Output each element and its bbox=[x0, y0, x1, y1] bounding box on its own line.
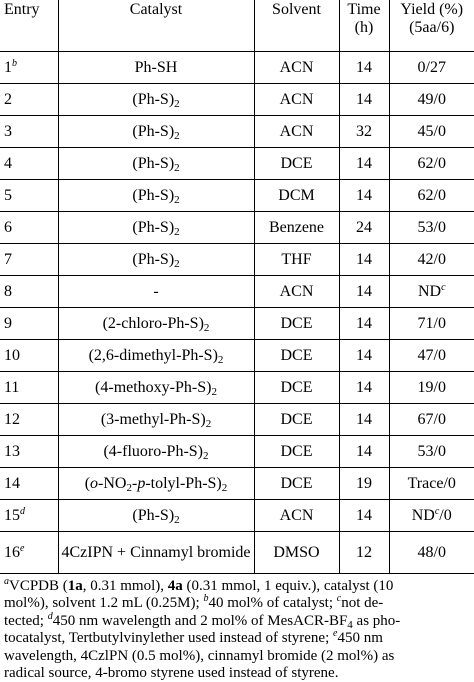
table-row bbox=[0, 212, 474, 244]
cell-entry: 16e bbox=[0, 532, 58, 574]
cell-catalyst: $(Ph-S)_2$ bbox=[58, 180, 254, 212]
cell-time: 14 bbox=[339, 180, 389, 212]
cell-solvent: DCE bbox=[254, 404, 339, 436]
cell-entry: 12 bbox=[0, 404, 58, 436]
cell-entry: 2 bbox=[0, 84, 58, 116]
cell-catalyst: 4CzIPN + Cinnamyl bromide bbox=[58, 532, 254, 574]
cell-catalyst: $(Ph-S)_2$ bbox=[58, 148, 254, 180]
cell-time: 14 bbox=[339, 244, 389, 276]
cell-yield: 53/0 bbox=[389, 212, 474, 244]
cell-entry: 13 bbox=[0, 436, 58, 468]
cell-catalyst: $(4-fluoro-Ph-S)_2$ bbox=[58, 436, 254, 468]
cell-solvent: Benzene bbox=[254, 212, 339, 244]
cell-yield: 62/0 bbox=[389, 148, 474, 180]
cell-yield: 47/0 bbox=[389, 340, 474, 372]
cell-yield: 71/0 bbox=[389, 308, 474, 340]
cell-solvent: DCM bbox=[254, 180, 339, 212]
table-row bbox=[0, 532, 474, 574]
footnote-line: tocatalyst, Tertbutylvinylether used instead of styrene; $^e$450 nm bbox=[4, 628, 383, 647]
cell-solvent: ACN bbox=[254, 276, 339, 308]
cell-solvent: ACN bbox=[254, 500, 339, 532]
table-row bbox=[0, 372, 474, 404]
footnote-line: wavelength, 4CzlPN (0.5 mol%), cinnamyl bromide (2 mol%) as bbox=[4, 647, 395, 664]
cell-time: 32 bbox=[339, 116, 389, 148]
cell-time: 14 bbox=[339, 340, 389, 372]
cell-entry: 3 bbox=[0, 116, 58, 148]
cell-time: 12 bbox=[339, 532, 389, 574]
table-row bbox=[0, 180, 474, 212]
cell-entry: 5 bbox=[0, 180, 58, 212]
cell-yield: 45/0 bbox=[389, 116, 474, 148]
table-row bbox=[0, 148, 474, 180]
cell-solvent: DCE bbox=[254, 372, 339, 404]
cell-time: 14 bbox=[339, 308, 389, 340]
cell-solvent: ACN bbox=[254, 84, 339, 116]
cell-catalyst: $(Ph-S)_2$ bbox=[58, 244, 254, 276]
cell-time: 14 bbox=[339, 404, 389, 436]
table-row bbox=[0, 404, 474, 436]
cell-catalyst: $(Ph-S)_2$ bbox=[58, 212, 254, 244]
cell-yield: 49/0 bbox=[389, 84, 474, 116]
cell-solvent: DCE bbox=[254, 148, 339, 180]
cell-solvent: DMSO bbox=[254, 532, 339, 574]
cell-entry: 8 bbox=[0, 276, 58, 308]
cell-time: 14 bbox=[339, 84, 389, 116]
cell-time: 14 bbox=[339, 148, 389, 180]
cell-time: 24 bbox=[339, 212, 389, 244]
table-row bbox=[0, 116, 474, 148]
cell-time: 14 bbox=[339, 372, 389, 404]
cell-yield: 53/0 bbox=[389, 436, 474, 468]
cell-entry: 1$^b$ bbox=[0, 52, 58, 84]
cell-yield: 19/0 bbox=[389, 372, 474, 404]
cell-entry: 10 bbox=[0, 340, 58, 372]
footnote-line: mol%), solvent 1.2 mL (0.25M); $^b$40 mol% of catalyst; $^c$not de- bbox=[4, 593, 384, 612]
cell-yield: 0/27 bbox=[389, 52, 474, 84]
table-row bbox=[0, 500, 474, 532]
footnote-line: tected; $^d$450 nm wavelength and 2 mol% of MesACR-$BF_4$ as pho- bbox=[4, 610, 401, 631]
cell-catalyst: $(o-NO_2-p-tolyl-Ph-S)_2$ bbox=[58, 468, 254, 500]
cell-solvent: ACN bbox=[254, 116, 339, 148]
cell-entry: 6 bbox=[0, 212, 58, 244]
header-entry: Entry bbox=[0, 0, 58, 52]
table-row bbox=[0, 468, 474, 500]
header-time: Time (h) bbox=[339, 0, 389, 52]
cell-catalyst: $(2,6-dimethyl-Ph-S)_2$ bbox=[58, 340, 254, 372]
cell-catalyst: - bbox=[58, 276, 254, 308]
table-footnotes bbox=[4, 578, 474, 682]
cell-entry: 4 bbox=[0, 148, 58, 180]
cell-entry: 14 bbox=[0, 468, 58, 500]
cell-solvent: DCE bbox=[254, 308, 339, 340]
table-row bbox=[0, 308, 474, 340]
cell-yield: 62/0 bbox=[389, 180, 474, 212]
cell-time: 19 bbox=[339, 468, 389, 500]
table-row bbox=[0, 244, 474, 276]
cell-catalyst: $(Ph-S)_2$ bbox=[58, 84, 254, 116]
cell-catalyst: $(Ph-S)_2$ bbox=[58, 500, 254, 532]
cell-catalyst: Ph-SH bbox=[58, 52, 254, 84]
cell-catalyst: $(3-methyl-Ph-S)_2$ bbox=[58, 404, 254, 436]
cell-entry: 7 bbox=[0, 244, 58, 276]
table-row bbox=[0, 340, 474, 372]
cell-yield: 48/0 bbox=[389, 532, 474, 574]
cell-time: 14 bbox=[339, 436, 389, 468]
cell-time: 14 bbox=[339, 52, 389, 84]
cell-catalyst: $(2-chloro-Ph-S)_2$ bbox=[58, 308, 254, 340]
header-yield: Yield (%) (5aa/6) bbox=[389, 0, 474, 52]
footnote-line: $^a$VCPDB (1a, 0.31 mmol), 4a (0.31 mmol, 1 equiv.), catalyst (10 bbox=[4, 576, 394, 594]
cell-solvent: DCE bbox=[254, 468, 339, 500]
table-row bbox=[0, 276, 474, 308]
cell-yield: Trace/0 bbox=[389, 468, 474, 500]
header-catalyst: Catalyst bbox=[58, 0, 254, 52]
table-row bbox=[0, 84, 474, 116]
cell-yield: $ND^c$ bbox=[389, 276, 474, 308]
cell-catalyst: $(Ph-S)_2$ bbox=[58, 116, 254, 148]
cell-solvent: ACN bbox=[254, 52, 339, 84]
header-row bbox=[0, 0, 474, 52]
cell-time: 14 bbox=[339, 276, 389, 308]
header-solvent: Solvent bbox=[254, 0, 339, 52]
cell-solvent: DCE bbox=[254, 340, 339, 372]
cell-entry: 15$^d$ bbox=[0, 500, 58, 532]
cell-solvent: DCE bbox=[254, 436, 339, 468]
cell-entry: 9 bbox=[0, 308, 58, 340]
cell-entry: 11 bbox=[0, 372, 58, 404]
cell-yield: 67/0 bbox=[389, 404, 474, 436]
footnote-line: radical source, 4-bromo styrene used instead of styrene. bbox=[4, 665, 339, 682]
cell-yield: 42/0 bbox=[389, 244, 474, 276]
cell-solvent: THF bbox=[254, 244, 339, 276]
cell-time: 14 bbox=[339, 500, 389, 532]
cell-yield: $ND^c/0$ bbox=[389, 500, 474, 532]
table-row bbox=[0, 436, 474, 468]
cell-catalyst: $(4-methoxy-Ph-S)_2$ bbox=[58, 372, 254, 404]
table-row bbox=[0, 52, 474, 84]
